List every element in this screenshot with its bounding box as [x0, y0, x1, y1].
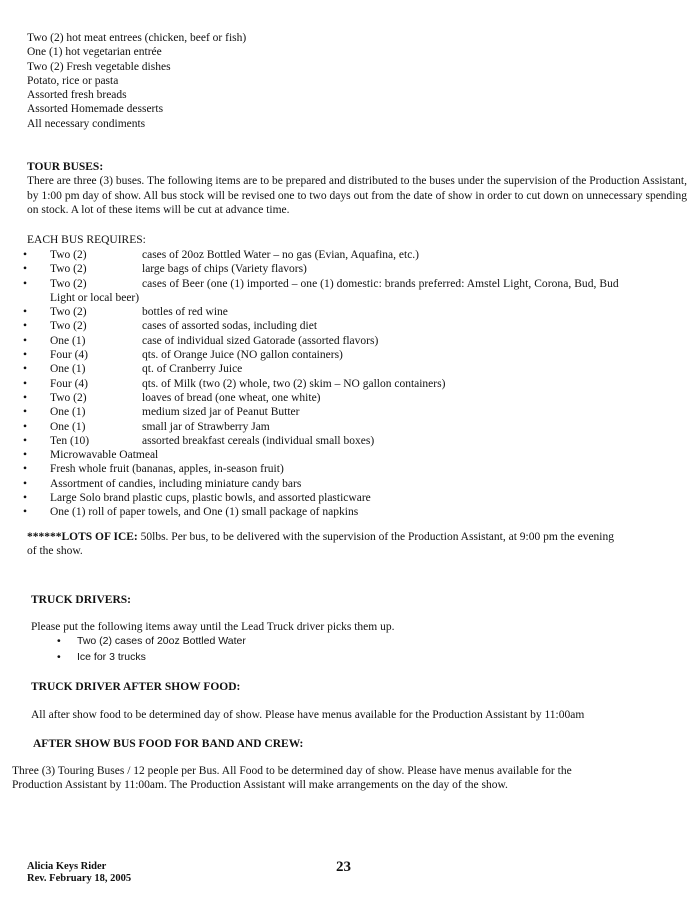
each-bus-heading: EACH BUS REQUIRES:	[27, 234, 146, 246]
item-description: bottles of red wine	[142, 306, 228, 319]
list-item	[23, 362, 688, 376]
menu-item: Assorted fresh breads	[27, 89, 127, 102]
list-item	[23, 305, 688, 319]
bullet-icon: •	[23, 377, 28, 390]
tour-buses-heading: TOUR BUSES:	[27, 161, 104, 173]
item-quantity: Ten (10)	[50, 434, 90, 447]
bullet-icon: •	[23, 434, 28, 447]
item-description: One (1) roll of paper towels, and One (1) small package of napkins	[50, 506, 359, 519]
item-description-continued: Light or local beer)	[50, 291, 140, 304]
list-item	[23, 491, 688, 505]
bullet-icon: •	[57, 651, 61, 664]
ice-note	[27, 530, 692, 559]
item-quantity: One (1)	[50, 334, 86, 347]
list-item	[23, 248, 688, 262]
bullet-icon: •	[23, 334, 28, 347]
item-description: Ice for 3 trucks	[77, 651, 146, 664]
item-description: loaves of bread (one wheat, one white)	[142, 391, 321, 404]
list-item	[57, 634, 246, 648]
list-item	[23, 262, 688, 276]
list-item	[23, 277, 688, 306]
ice-label: ******LOTS OF ICE:	[27, 531, 138, 543]
bullet-icon: •	[23, 492, 28, 505]
paragraph-line: Three (3) Touring Buses / 12 people per Bus. All Food to be determined day of show. Please have menus available for the	[12, 765, 572, 777]
item-description: Microwavable Oatmeal	[50, 449, 159, 462]
footer-info	[27, 861, 131, 885]
list-item	[23, 319, 688, 333]
item-quantity: Two (2)	[50, 306, 87, 319]
menu-item: Two (2) Fresh vegetable dishes	[27, 60, 171, 73]
bullet-icon: •	[23, 420, 28, 433]
item-description: Large Solo brand plastic cups, plastic bowls, and assorted plasticware	[50, 492, 371, 505]
item-description: assorted breakfast cereals (individual small boxes)	[142, 434, 375, 447]
bullet-icon: •	[23, 506, 28, 519]
item-description: cases of 20oz Bottled Water – no gas (Evian, Aquafina, etc.)	[142, 249, 420, 261]
bullet-icon: •	[23, 406, 28, 419]
list-item	[57, 650, 246, 664]
each-bus-list	[23, 248, 688, 520]
bullet-icon: •	[23, 349, 28, 362]
item-description: Fresh whole fruit (bananas, apples, in-season fruit)	[50, 463, 284, 476]
footer-revision: Rev. February 18, 2005	[27, 873, 132, 884]
item-description: case of individual sized Gatorade (assorted flavors)	[142, 334, 379, 347]
ice-text: 50lbs. Per bus, to be delivered with the supervision of the Production Assistant, at 9:00 pm the evening	[137, 531, 614, 543]
list-item	[23, 434, 688, 448]
menu-item: Assorted Homemade desserts	[27, 103, 164, 116]
bullet-icon: •	[23, 449, 28, 462]
list-item	[23, 334, 688, 348]
item-quantity: Four (4)	[50, 377, 89, 390]
menu-item: All necessary condiments	[27, 117, 146, 130]
menu-item: Two (2) hot meat entrees (chicken, beef or fish)	[27, 32, 247, 44]
footer-title: Alicia Keys Rider	[27, 861, 107, 872]
item-description: qt. of Cranberry Juice	[142, 363, 243, 376]
item-quantity: One (1)	[50, 363, 86, 376]
bullet-icon: •	[23, 263, 28, 276]
list-item	[23, 448, 688, 462]
item-description: medium sized jar of Peanut Butter	[142, 406, 300, 419]
bullet-icon: •	[23, 277, 28, 290]
tour-buses-paragraph: There are three (3) buses. The following items are to be prepared and distributed to the buses under the supervision of the Production Assistant, by 1:00 pm day of show. All bus stock will be revised one to two days out from the date of show in order to cut down on unnecessary spending on stock. A lot of these items will be cut at advance time.	[27, 175, 687, 216]
item-description: small jar of Strawberry Jam	[142, 420, 270, 433]
truck-after-show-text: All after show food to be determined day of show. Please have menus available for the Production Assistant by 11:00am	[31, 709, 585, 721]
list-item	[23, 405, 688, 419]
item-description: qts. of Orange Juice (NO gallon containers)	[142, 349, 343, 362]
bullet-icon: •	[23, 391, 28, 404]
paragraph-line: Production Assistant by 11:00am. The Production Assistant will make arrangements on the day of the show.	[12, 779, 508, 792]
truck-drivers-intro: Please put the following items away until the Lead Truck driver picks them up.	[31, 621, 395, 633]
bullet-icon: •	[23, 477, 28, 490]
list-item	[23, 348, 688, 362]
bullet-icon: •	[23, 306, 28, 319]
menu-list	[27, 31, 246, 131]
list-item	[23, 391, 688, 405]
item-description: large bags of chips (Variety flavors)	[142, 263, 307, 276]
menu-item: One (1) hot vegetarian entrée	[27, 46, 162, 59]
ice-text-continued: of the show.	[27, 545, 83, 558]
item-quantity: One (1)	[50, 406, 86, 419]
item-quantity: Two (2)	[50, 277, 87, 290]
item-quantity: Two (2)	[50, 249, 87, 261]
bullet-icon: •	[23, 463, 28, 476]
tour-buses-section	[27, 160, 687, 217]
item-quantity: Two (2)	[50, 391, 87, 404]
bullet-icon: •	[23, 320, 28, 333]
list-item	[23, 420, 688, 434]
menu-item: Potato, rice or pasta	[27, 74, 119, 87]
truck-drivers-heading: TRUCK DRIVERS:	[31, 594, 131, 606]
list-item	[23, 477, 688, 491]
bullet-icon: •	[57, 635, 61, 647]
item-description: qts. of Milk (two (2) whole, two (2) skim – NO gallon containers)	[142, 377, 446, 390]
item-quantity: Four (4)	[50, 349, 89, 362]
after-show-bus-heading: AFTER SHOW BUS FOOD FOR BAND AND CREW:	[33, 738, 304, 750]
after-show-bus-text	[12, 764, 572, 793]
list-item	[23, 462, 688, 476]
item-quantity: Two (2)	[50, 263, 87, 276]
item-quantity: One (1)	[50, 420, 86, 433]
item-quantity: Two (2)	[50, 320, 87, 333]
item-description: cases of assorted sodas, including diet	[142, 320, 318, 333]
truck-after-show-heading: TRUCK DRIVER AFTER SHOW FOOD:	[31, 681, 241, 693]
list-item	[23, 505, 688, 519]
item-description: cases of Beer (one (1) imported – one (1) domestic: brands preferred: Amstel Light, Corona, Bud, Bud	[142, 277, 619, 290]
bullet-icon: •	[23, 249, 28, 261]
truck-drivers-list	[57, 634, 246, 665]
list-item	[23, 377, 688, 391]
item-description: Two (2) cases of 20oz Bottled Water	[77, 635, 246, 647]
item-description: Assortment of candies, including miniature candy bars	[50, 477, 302, 490]
bullet-icon: •	[23, 363, 28, 376]
page-number: 23	[336, 859, 351, 875]
